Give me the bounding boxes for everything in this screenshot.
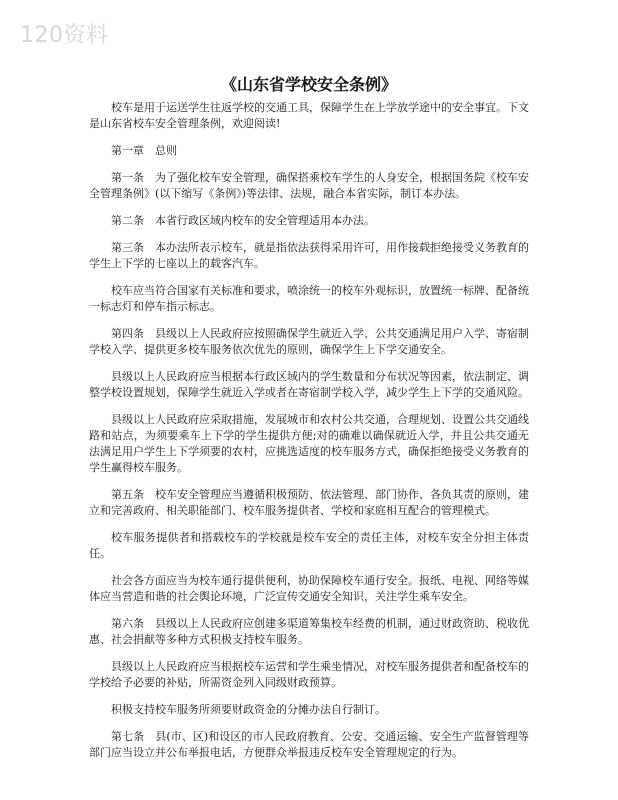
paragraph: 第四条 县级以上人民政府应按照确保学生就近入学、公共交通满足用户入学、寄宿制学校入学、提供更多校车服务依次优先的原则，确保学生上下学交通安全。 [89, 327, 529, 356]
paragraph: 第一条 为了强化校车安全管理，确保搭乘校车学生的人身安全，根据国务院《校车安全管理条例》(以下缩写《条例》)等法律、法规，融合本省实际，制订本办法。 [89, 171, 529, 200]
paragraph: 第七条 县(市、区)和设区的市人民政府教育、公安、交通运输、安全生产监督管理等部门应当设立并公布举报电话，方便群众举报违反校车安全管理规定的行为。 [89, 730, 529, 759]
paragraph: 第五条 校车安全管理应当遵循积极预防、依法管理、部门协作、各负其责的原则，建立和完善政府、相关职能部门、校车服务提供者、学校和家庭相互配合的管理模式。 [89, 488, 529, 517]
paragraph: 县级以上人民政府应当根据本行政区域内的学生数量和分布状况等因素，依法制定、调整学校设置规划，保障学生就近入学或者在寄宿制学校入学，减少学生上下学的交通风险。 [89, 370, 529, 399]
chapter-heading: 第一章 总则 [111, 144, 177, 157]
document-body [89, 100, 529, 772]
paragraph: 积极支持校车服务所须要财政资金的分摊办法自行制订。 [111, 703, 386, 716]
paragraph: 社会各方面应当为校车通行提供便利，协助保障校车通行安全。报纸、电视、网络等媒体应当营造和谐的社会舆论环境，广泛宣传交通安全知识，关注学生乘车安全。 [89, 574, 529, 603]
paragraph: 校车是用于运送学生往返学校的交通工具，保障学生在上学放学途中的安全事宜。下文是山东省校车安全管理条例，欢迎阅读! [89, 101, 529, 130]
paragraph: 县级以上人民政府应采取措施，发展城市和农村公共交通，合理规划、设置公共交通线路和站点，为须要乘车上下学的学生提供方便;对的确难以确保就近入学，并且公共交通无法满足用户学生上下学须要的农村，应挑选适度的校车服务方式，确保拒绝接受义务教育的学生赢得校车服务。 [89, 413, 529, 474]
paragraph: 校车应当符合国家有关标准和要求，喷涂统一的校车外观标识，放置统一标牌、配备统一标志灯和停车指示标志。 [89, 284, 529, 313]
watermark: 120资料 [20, 23, 109, 48]
paragraph: 第六条 县级以上人民政府应创建多渠道筹集校车经费的机制，通过财政资助、税收优惠、社会捐献等多种方式积极支持校车服务。 [89, 617, 529, 646]
paragraph: 县级以上人民政府应当根据校车运营和学生乘坐情况，对校车服务提供者和配备校车的学校给予必要的补贴，所需资金列入同级财政预算。 [89, 660, 529, 689]
paragraph: 第三条 本办法所表示校车，就是指依法获得采用许可，用作接载拒绝接受义务教育的学生上下学的七座以上的载客汽车。 [89, 241, 529, 270]
document-title: 《山东省学校安全条例》 [220, 75, 397, 94]
paragraph: 校车服务提供者和搭载校车的学校就是校车安全的责任主体，对校车安全分担主体责任。 [89, 531, 529, 560]
paragraph: 第二条 本省行政区域内校车的安全管理适用本办法。 [111, 214, 375, 227]
